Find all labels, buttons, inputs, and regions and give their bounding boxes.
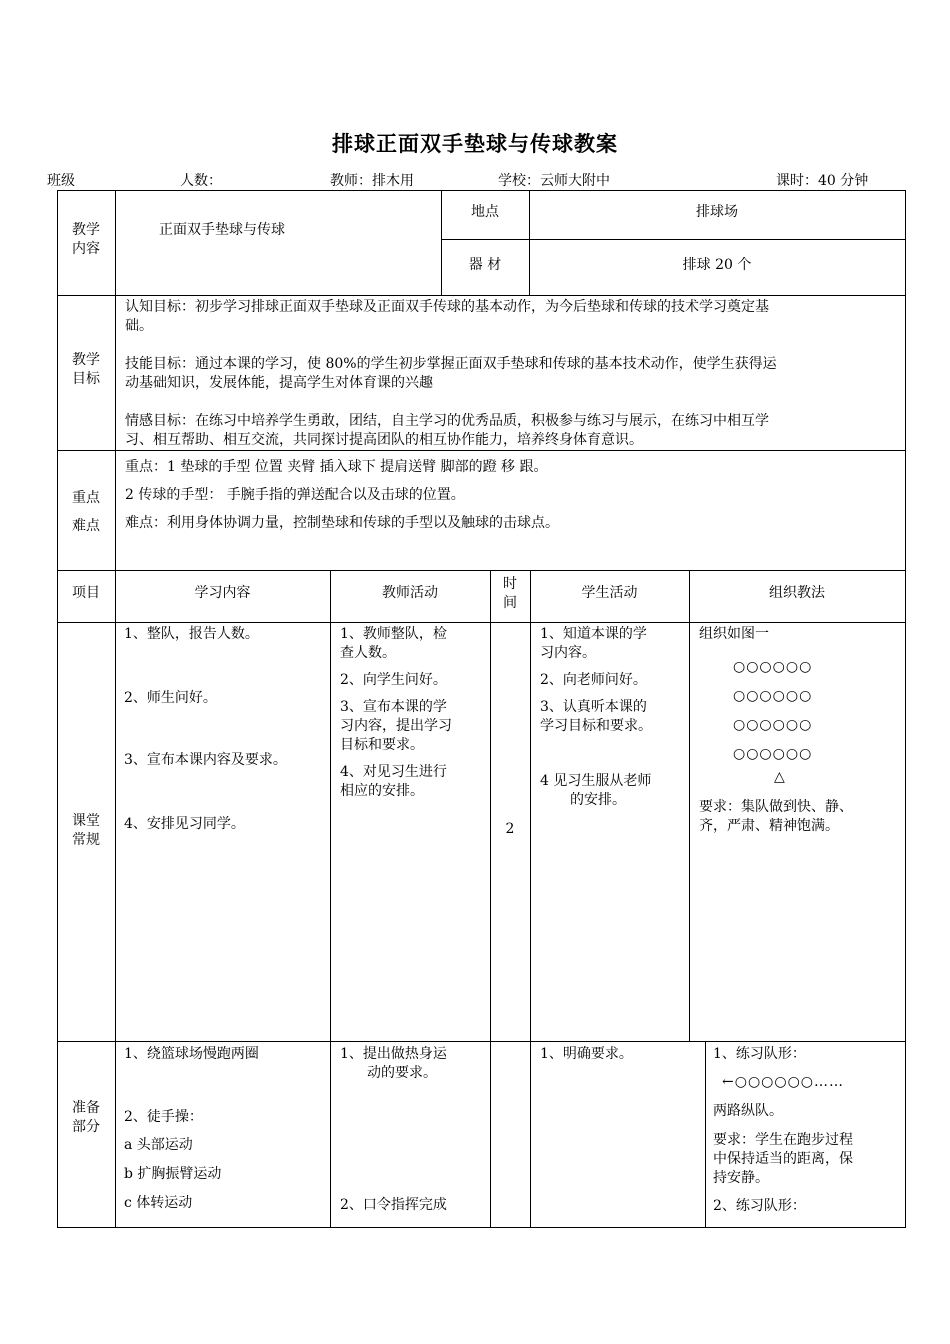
routine-content-item: 2、师生问好。 bbox=[124, 690, 217, 706]
col-student: 学生活动 bbox=[581, 585, 638, 601]
content-value: 正面双手垫球与传球 bbox=[159, 222, 285, 238]
lesson-duration: 课时：40 分钟 bbox=[776, 173, 869, 189]
keypoint-line: 2 传球的手型： 手腕手指的弹送配合以及击球的位置。 bbox=[125, 487, 465, 503]
keypoints-label: 重点 难点 bbox=[72, 490, 100, 534]
keypoints-text bbox=[125, 453, 559, 537]
routine-label: 课堂 常规 bbox=[72, 813, 100, 848]
content-label: 教学 内容 bbox=[72, 222, 100, 257]
prep-student-activity: 1、明确要求。 bbox=[540, 1046, 633, 1062]
routine-teacher-activity: 1、教师整队，检 查人数。 2、向学生问好。 3、宣布本课的学 习内容，提出学习 目标和要求。 4、对见习生进行 相应的安排。 bbox=[340, 626, 452, 799]
routine-student-activity: 1、知道本课的学 习内容。 2、向老师问好。 3、认真听本课的 学习目标和要求。 4 见习生服从老师 的安排。 bbox=[540, 626, 652, 808]
formation-row: ○○○○○○ bbox=[733, 688, 813, 704]
routine-content-item: 3、宣布本课内容及要求。 bbox=[124, 752, 287, 768]
routine-content-item: 1、整队，报告人数。 bbox=[124, 626, 259, 642]
count-label: 人数： bbox=[180, 173, 222, 189]
formation-row: ○○○○○○ bbox=[733, 717, 813, 733]
prep-teacher-activity: 1、提出做热身运 动的要求。 bbox=[340, 1046, 447, 1081]
place-value: 排球场 bbox=[696, 204, 738, 220]
prep-method-item: 2、练习队形： bbox=[713, 1198, 806, 1214]
running-formation: ←○○○○○○…… bbox=[722, 1074, 845, 1090]
col-time: 时 间 bbox=[503, 576, 517, 611]
prep-method-requirement: 要求：学生在跑步过程 中保持适当的距离，保 持安静。 bbox=[713, 1132, 853, 1186]
formation-row: ○○○○○○ bbox=[733, 746, 813, 762]
emotion-goal: 情感目标：在练习中培养学生勇敢，团结，自主学习的优秀品质，积极参与练习与展示，在练习中相互学 bbox=[125, 413, 769, 429]
place-label: 地点 bbox=[471, 204, 499, 220]
prep-content-item: 1、绕篮球场慢跑两圈 bbox=[124, 1046, 259, 1062]
prep-label: 准备 部分 bbox=[72, 1100, 100, 1135]
col-content: 学习内容 bbox=[194, 585, 251, 601]
objectives-text: 认知目标：初步学习排球正面双手垫球及正面双手传球的基本动作，为今后垫球和传球的技术学习奠定基 础。 技能目标：通过本课的学习，使 80%的学生初步掌握正面双手垫球和传球的基本技术动作，使学生获得运 动基础知识，发展体能，提高学生对体育课的兴趣 情感目标：在练习中培养学生勇敢，团结，自主学习的优秀品质，积极参与练习与展示，在练习中相互学 习、相互帮助、相互交流，共同探讨提高团队的相互协作能力，培养终身体育意识。 bbox=[125, 299, 777, 448]
skill-goal: 技能目标：通过本课的学习，使 80%的学生初步掌握正面双手垫球和传球的基本技术动作，使学生获得运 bbox=[125, 356, 777, 372]
routine-content-item: 4、安排见习同学。 bbox=[124, 816, 245, 832]
teacher-name: 教师：排木用 bbox=[330, 173, 414, 189]
routine-time: 2 bbox=[505, 821, 515, 837]
prep-content-item: c 体转运动 bbox=[124, 1195, 193, 1211]
difficulty-line: 难点：利用身体协调力量，控制垫球和传球的手型以及触球的击球点。 bbox=[125, 515, 559, 531]
col-project: 项目 bbox=[72, 585, 100, 601]
prep-content-item: 2、徒手操： bbox=[124, 1109, 203, 1125]
teacher-position-icon: △ bbox=[774, 769, 785, 785]
formation-row: ○○○○○○ bbox=[733, 659, 813, 675]
prep-method-item: 两路纵队。 bbox=[713, 1103, 783, 1119]
prep-content-item: b 扩胸振臂运动 bbox=[124, 1166, 222, 1182]
class-label: 班级 bbox=[47, 173, 75, 189]
keypoint-line: 重点：1 垫球的手型 位置 夹臂 插入球下 提肩送臂 脚部的蹬 移 跟。 bbox=[125, 459, 548, 475]
prep-teacher-command: 2、口令指挥完成 bbox=[340, 1197, 447, 1213]
col-method: 组织教法 bbox=[769, 585, 825, 601]
objectives-label: 教学 目标 bbox=[72, 352, 100, 387]
routine-method-title: 组织如图一 bbox=[699, 626, 769, 642]
routine-method-requirement: 要求：集队做到快、静、 齐，严肃、精神饱满。 bbox=[699, 799, 853, 834]
prep-content-item: a 头部运动 bbox=[124, 1137, 193, 1153]
cognitive-goal: 认知目标：初步学习排球正面双手垫球及正面双手传球的基本动作，为今后垫球和传球的技术学习奠定基 bbox=[125, 299, 769, 315]
equipment-label: 器 材 bbox=[468, 257, 502, 273]
school-name: 学校：云师大附中 bbox=[498, 173, 610, 189]
equipment-value: 排球 20 个 bbox=[682, 257, 752, 273]
page-title: 排球正面双手垫球与传球教案 bbox=[332, 131, 618, 156]
col-teacher: 教师活动 bbox=[382, 585, 438, 601]
formation-diagram bbox=[733, 653, 812, 769]
prep-method-item: 1、练习队形： bbox=[713, 1046, 806, 1062]
